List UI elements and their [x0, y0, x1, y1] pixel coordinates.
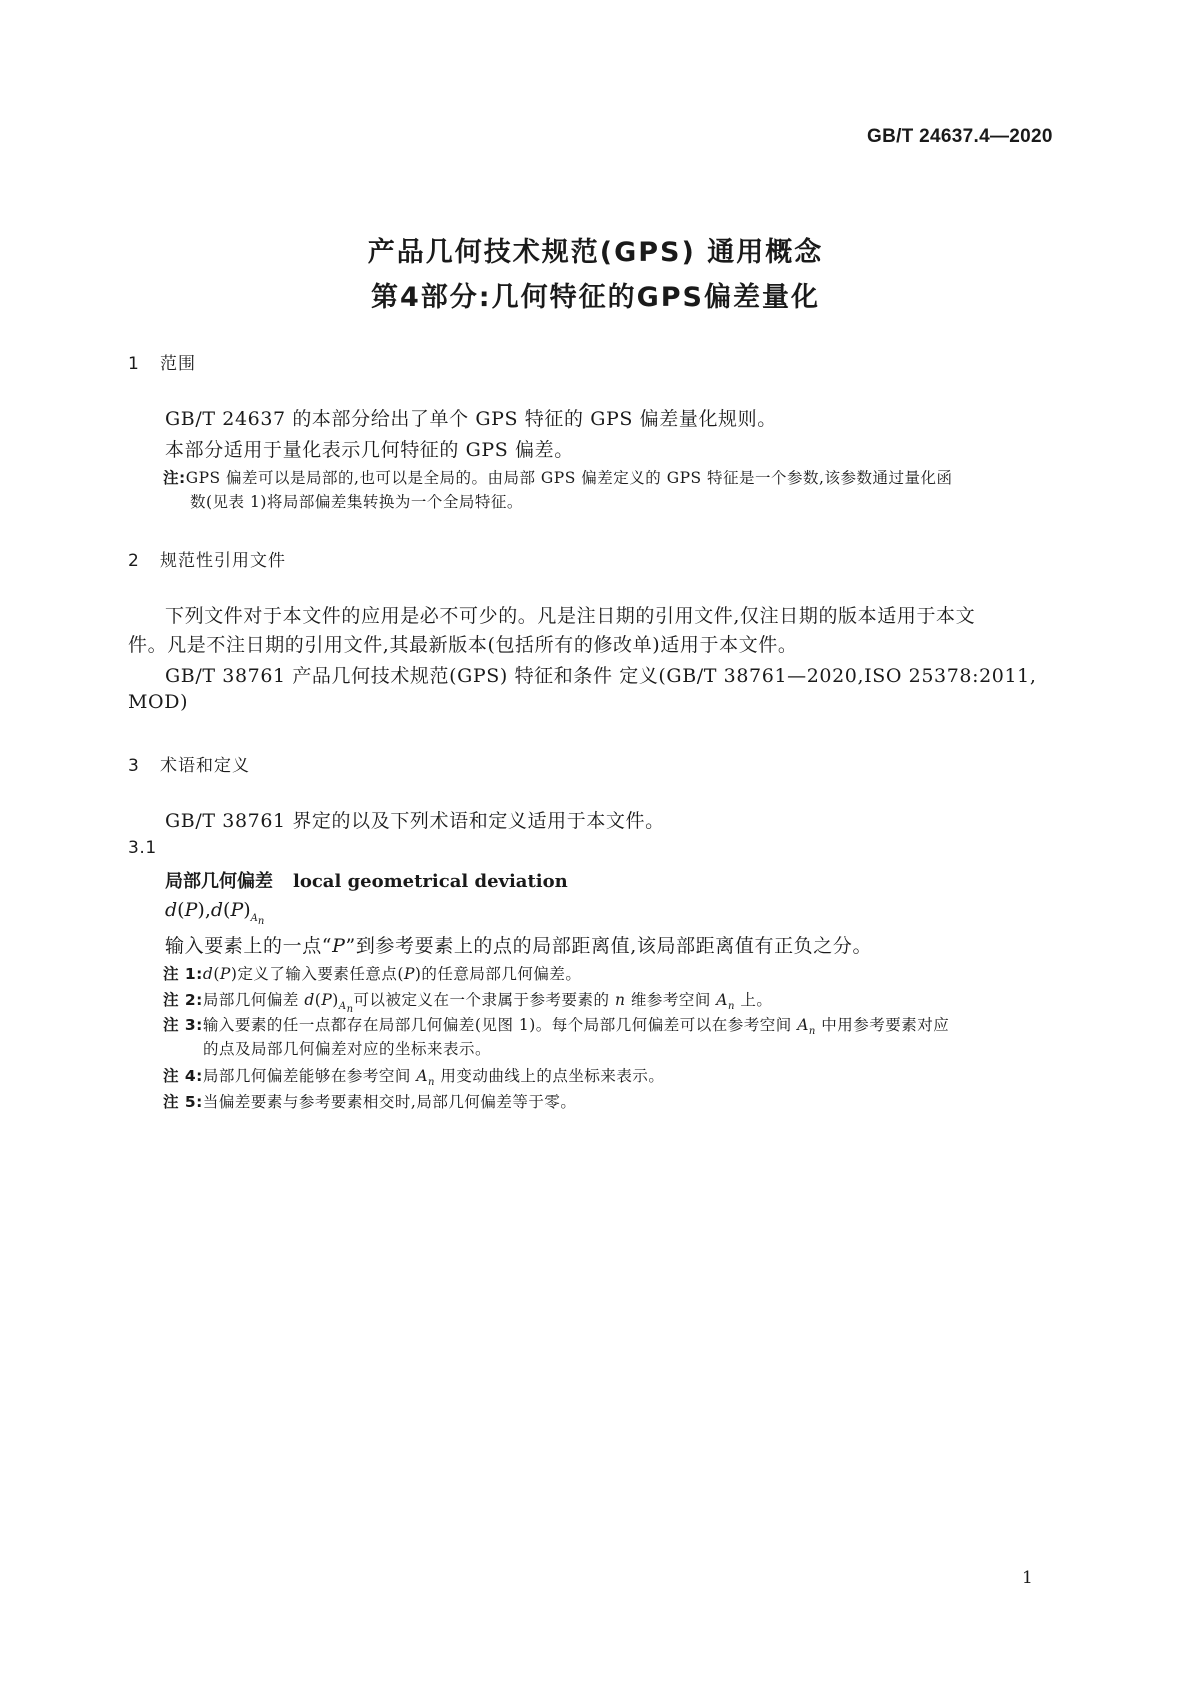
section-1-paragraph-1: GB/T 24637 的本部分给出了单个 GPS 特征的 GPS 偏差量化规则。: [165, 408, 777, 430]
term-english: local geometrical deviation: [293, 871, 568, 892]
symbol-paren: (: [314, 991, 322, 1009]
note-5: [163, 1090, 576, 1112]
section-1-note-line-1: [163, 466, 952, 488]
subscript-n: n: [428, 1077, 435, 1089]
term-number: 3.1: [128, 838, 157, 858]
note-4-text: 局部几何偏差能够在参考空间: [202, 1067, 417, 1085]
note-2: [163, 988, 772, 1015]
symbol-paren: ): [332, 991, 339, 1009]
term-chinese: 局部几何偏差: [165, 871, 273, 892]
section-3-number: 3: [128, 756, 140, 776]
note-1-text: )定义了输入要素任意点(: [230, 965, 404, 983]
symbol-paren: ): [243, 899, 251, 921]
note-1-label: 注 1:: [163, 965, 203, 983]
subscript-a: A: [338, 1001, 347, 1013]
symbol-d: d: [304, 991, 315, 1009]
note-1-text: )的任意局部几何偏差。: [414, 965, 582, 983]
symbol-paren: (: [177, 899, 185, 921]
note-3-line-1: [163, 1013, 949, 1037]
note-2-label: 注 2:: [163, 991, 203, 1009]
symbol-p: P: [219, 965, 231, 983]
section-3-title: 术语和定义: [160, 756, 250, 776]
symbol-d: d: [165, 899, 178, 921]
note-2-text: 上。: [734, 991, 773, 1009]
subscript-a: A: [250, 912, 258, 924]
note-5-label: 注 5:: [163, 1093, 203, 1111]
document-title-line-1: 产品几何技术规范(GPS) 通用概念: [367, 237, 824, 268]
note-3-line-2: 的点及局部几何偏差对应的坐标来表示。: [203, 1040, 492, 1058]
symbol-p: P: [321, 991, 333, 1009]
section-2-number: 2: [128, 551, 140, 571]
symbol-a: A: [797, 1016, 809, 1034]
symbol-a: A: [716, 991, 728, 1009]
note-4: [163, 1064, 664, 1088]
section-2-title: 规范性引用文件: [160, 551, 286, 571]
section-2-paragraph-line-2: 件。凡是不注日期的引用文件,其最新版本(包括所有的修改单)适用于本文件。: [128, 634, 798, 656]
note-3-text: 中用参考要素对应: [815, 1016, 950, 1034]
note-2-text: 局部几何偏差: [202, 991, 305, 1009]
subscript-n: n: [257, 915, 265, 927]
note-1-text: (: [213, 965, 220, 983]
term-definition: [165, 931, 872, 958]
section-3-paragraph: GB/T 38761 界定的以及下列术语和定义适用于本文件。: [165, 810, 665, 832]
section-3-heading: [128, 751, 250, 776]
standard-code: GB/T 24637.4—2020: [867, 126, 1053, 147]
note-2-text: 可以被定义在一个隶属于参考要素的: [353, 991, 615, 1009]
page-number: 1: [1022, 1568, 1033, 1588]
symbol-paren: ): [197, 899, 205, 921]
note-4-label: 注 4:: [163, 1067, 203, 1085]
symbol-paren: (: [223, 899, 231, 921]
subscript-n: n: [346, 1004, 354, 1016]
symbol-p: P: [184, 899, 198, 921]
section-1-number: 1: [128, 354, 140, 374]
definition-symbol-p: P: [332, 935, 346, 957]
note-label: 注:: [163, 469, 186, 487]
symbol-d: d: [210, 899, 224, 921]
definition-text: 输入要素上的一点“: [165, 935, 333, 957]
section-1-note-line-2: 数(见表 1)将局部偏差集转换为一个全局特征。: [190, 493, 523, 511]
symbol-comma: ,: [204, 899, 211, 921]
section-1-heading: [128, 349, 196, 374]
subscript-n: n: [808, 1026, 816, 1038]
note-3-label: 注 3:: [163, 1016, 203, 1034]
normative-reference-line-1: GB/T 38761 产品几何技术规范(GPS) 特征和条件 定义(GB/T 38761—2020,ISO 25378:2011,: [165, 665, 1037, 687]
term-heading: [165, 867, 568, 893]
note-2-text: 维参考空间: [625, 991, 717, 1009]
symbol-d: d: [202, 965, 214, 983]
note-1: [163, 962, 581, 984]
symbol-p: P: [230, 899, 244, 921]
normative-reference-line-2: MOD): [128, 691, 189, 713]
note-text: GPS 偏差可以是局部的,也可以是全局的。由局部 GPS 偏差定义的 GPS 特征是一个参数,该参数通过量化函: [185, 469, 953, 487]
note-3-text: 输入要素的任一点都存在局部几何偏差(见图 1)。每个局部几何偏差可以在参考空间: [202, 1016, 798, 1034]
note-4-text: 用变动曲线上的点坐标来表示。: [434, 1067, 665, 1085]
note-5-text: 当偏差要素与参考要素相交时,局部几何偏差等于零。: [202, 1093, 577, 1111]
definition-text: ”到参考要素上的点的局部距离值,该局部距离值有正负之分。: [345, 935, 873, 957]
document-title-line-2: 第4部分:几何特征的GPS偏差量化: [371, 282, 820, 313]
symbol-a: A: [416, 1067, 429, 1085]
section-1-paragraph-2: 本部分适用于量化表示几何特征的 GPS 偏差。: [165, 439, 574, 461]
symbol-p: P: [403, 965, 415, 983]
symbol-n: n: [614, 991, 626, 1009]
section-1-title: 范围: [160, 354, 196, 374]
section-2-heading: [128, 546, 286, 571]
term-symbols: [165, 899, 264, 927]
subscript-n: n: [728, 1001, 735, 1013]
section-2-paragraph-line-1: 下列文件对于本文件的应用是必不可少的。凡是注日期的引用文件,仅注日期的版本适用于本文: [165, 605, 976, 627]
